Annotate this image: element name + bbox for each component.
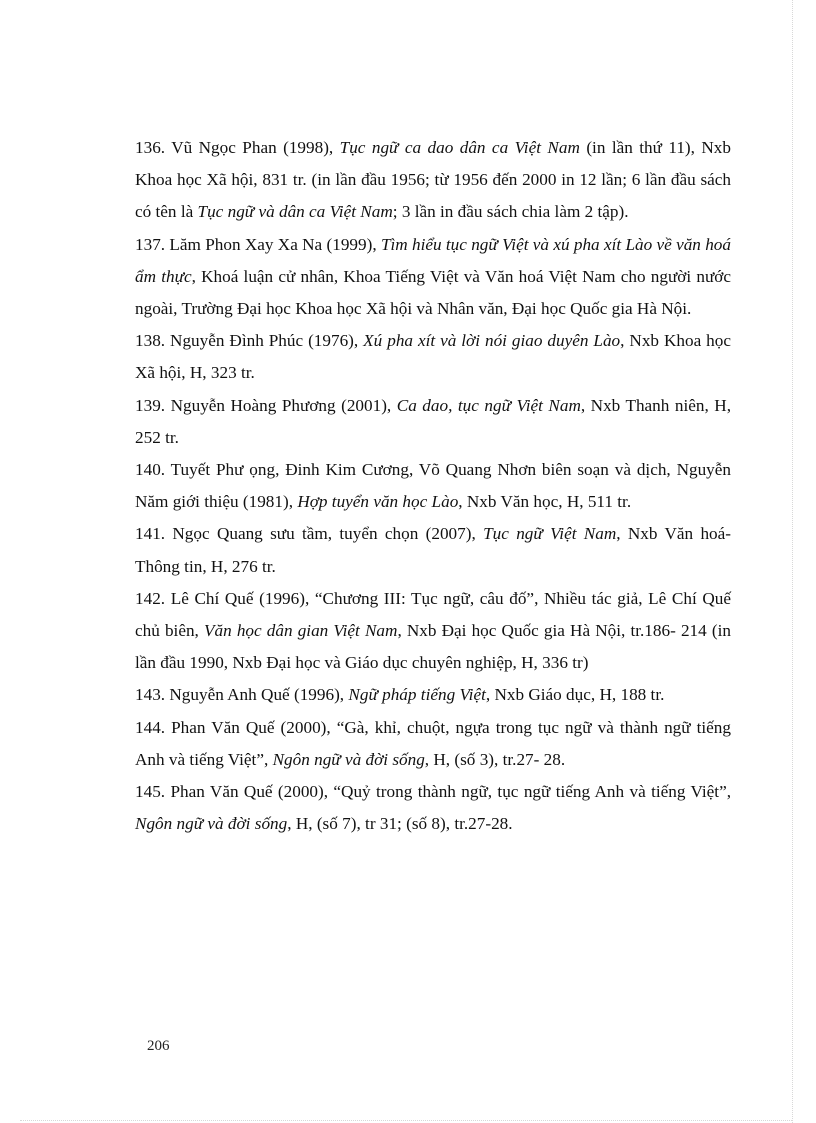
reference-text: , Nxb Văn hoá- Thông tin, H, 276 tr. xyxy=(135,524,732,576)
reference-title: Văn học dân gian Việt Nam xyxy=(204,621,398,641)
reference-text: 142. Lê Chí Quế (1996), “Chương III: Tục ngữ, câu đố”, Nhiều tác giả, Lê Chí Quế chủ biên, xyxy=(135,588,731,641)
reference-text: ; 3 lần in đầu sách chia làm 2 tập). xyxy=(392,202,629,222)
reference-title: Tục ngữ ca dao dân ca Việt Nam xyxy=(339,138,580,157)
reference-item-143 xyxy=(135,679,731,711)
reference-text: , Khoá luận cử nhân, Khoa Tiếng Việt và Văn hoá Việt Nam cho người nước ngoài, Trường Đại học Khoa học Xã hội và Nhân văn, Đại học Quốc gia Hà Nội. xyxy=(135,266,731,319)
reference-item-142 xyxy=(135,583,731,680)
reference-text: 145. Phan Văn Quế (2000), “Quỷ trong thành ngữ, tục ngữ tiếng Anh và tiếng Việt”, xyxy=(135,782,731,802)
reference-item-137 xyxy=(135,229,731,326)
reference-item-140 xyxy=(135,454,731,518)
reference-text: 144. Phan Văn Quế (2000), “Gà, khỉ, chuột, ngựa trong tục ngữ và thành ngữ tiếng Anh và tiếng Việt”, xyxy=(135,717,731,769)
reference-text: , H, (số 3), tr.27- 28. xyxy=(424,749,566,769)
reference-text: 143. Nguyễn Anh Quế (1996), xyxy=(135,685,349,705)
reference-title: Tục ngữ và dân ca Việt Nam xyxy=(197,202,393,222)
reference-text: 141. Ngọc Quang sưu tầm, tuyển chọn (2007), xyxy=(135,524,484,544)
reference-text: 138. Nguyễn Đình Phúc (1976), xyxy=(135,331,364,351)
reference-title: Ngữ pháp tiếng Việt xyxy=(348,685,486,705)
reference-text: , H, (số 7), tr 31; (số 8), tr.27-28. xyxy=(287,814,513,834)
reference-item-145 xyxy=(135,776,731,840)
reference-text: , Nxb Văn học, H, 511 tr. xyxy=(458,492,632,512)
reference-item-141 xyxy=(135,518,731,582)
reference-item-139 xyxy=(135,390,731,454)
reference-text: 139. Nguyễn Hoàng Phương (2001), xyxy=(135,395,397,415)
page-edge-right xyxy=(792,0,793,1123)
reference-title: Hợp tuyển văn học Lào xyxy=(297,492,459,512)
reference-list xyxy=(135,132,731,840)
page-number: 206 xyxy=(147,1038,170,1054)
reference-text: 140. Tuyết Phư ọng, Đinh Kim Cương, Võ Quang Nhơn biên soạn và dịch, Nguyễn Năm giới thiệu (1981), xyxy=(135,460,731,512)
reference-title: Ngôn ngữ và đời sống xyxy=(135,814,288,834)
reference-title: Ca dao, tục ngữ Việt Nam xyxy=(396,395,581,415)
page-edge-bottom xyxy=(20,1120,792,1121)
reference-text: , Nxb Đại học Quốc gia Hà Nội, tr.186- 214 (in lần đầu 1990, Nxb Đại học và Giáo dục chuyên nghiệp, H, 336 tr) xyxy=(135,621,731,673)
reference-text: , Nxb Giáo dục, H, 188 tr. xyxy=(485,685,665,705)
reference-text: , Nxb Khoa học Xã hội, H, 323 tr. xyxy=(135,331,731,383)
reference-text: 136. Vũ Ngọc Phan (1998), xyxy=(135,138,340,157)
reference-item-136 xyxy=(135,132,731,229)
reference-text: , Nxb Thanh niên, H, 252 tr. xyxy=(135,395,731,447)
reference-text: 137. Lăm Phon Xay Xa Na (1999), xyxy=(135,234,381,254)
reference-text: (in lần thứ 11), Nxb Khoa học Xã hội, 831 tr. (in lần đầu 1956; từ 1956 đến 2000 in 12 lần; 6 lần đầu sách có tên là xyxy=(135,138,731,222)
reference-title: Tìm hiểu tục ngữ Việt và xú pha xít Lào về văn hoá ẩm thực xyxy=(135,234,731,286)
reference-title: Xú pha xít và lời nói giao duyên Lào xyxy=(363,331,621,351)
reference-item-144 xyxy=(135,712,731,776)
reference-title: Ngôn ngữ và đời sống xyxy=(272,749,425,769)
reference-item-138 xyxy=(135,325,731,389)
reference-title: Tục ngữ Việt Nam xyxy=(483,524,617,544)
